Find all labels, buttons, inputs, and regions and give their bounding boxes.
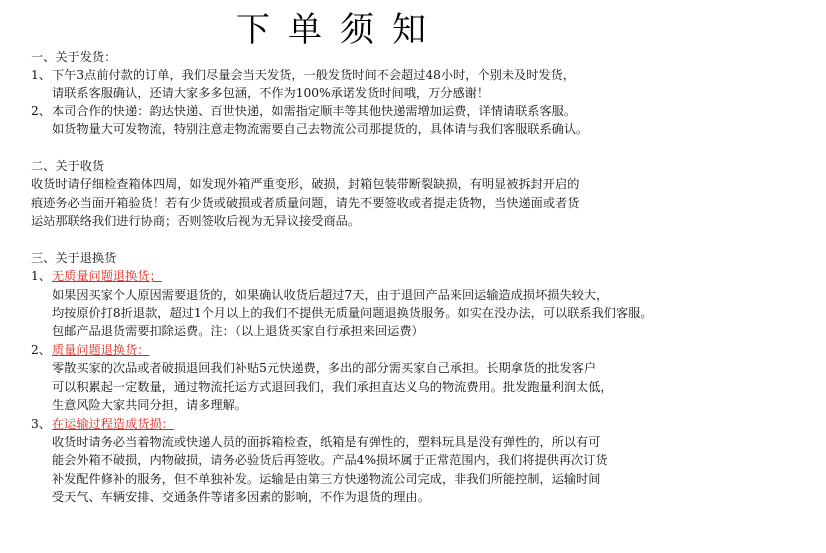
returns-item3-title: 在运输过程造成货损：	[52, 417, 174, 431]
section-heading-receiving: 二、关于收货	[31, 159, 105, 173]
shipping-item2-line1: 本司合作的快递：韵达快递、百世快递，如需指定顺丰等其他快递需增加运费，详情请联系客服。	[52, 104, 577, 118]
item-number: 3、	[31, 417, 51, 431]
returns-item1-line3: 包邮产品退货需要扣除运费。注：（以上退货买家自行承担来回运费）	[52, 324, 424, 338]
section-heading-returns: 三、关于退换货	[31, 251, 117, 265]
returns-item1-title: 无质量问题退换货；	[52, 269, 162, 283]
returns-item2-line1: 零散买家的次品或者破损退回我们补贴5元快递费，多出的部分需买家自己承担。长期拿货的批发客户	[52, 361, 597, 375]
receiving-line3: 运站那联络我们进行协商；否则签收后视为无异议接受商品。	[31, 214, 361, 228]
item-number: 2、	[31, 104, 51, 118]
shipping-item1-line1: 下午3点前付款的订单，我们尽量会当天发货，一般发货时间不会超过48小时，个别未及时发货，	[52, 68, 575, 82]
returns-item2-title: 质量问题退换货：	[52, 343, 150, 357]
item-number: 1、	[31, 68, 51, 82]
receiving-line1: 收货时请仔细检查箱体四周，如发现外箱严重变形，破损，封箱包装带断裂缺损，有明显被拆封开启的	[31, 177, 580, 191]
returns-item3-line1: 收货时请务必当着物流或快递人员的面拆箱检查，纸箱是有弹性的，塑料玩具是没有弹性的，所以有可	[52, 435, 601, 449]
shipping-item2-line2: 如货物量大可发物流，特别注意走物流需要自己去物流公司那提货的，具体请与我们客服联系确认。	[52, 122, 589, 136]
returns-item3-line3: 补发配件修补的服务，但不单独补发。运输是由第三方快递物流公司完成，非我们所能控制，运输时间	[52, 472, 601, 486]
shipping-item1-line2: 请联系客服确认，还请大家多多包涵，不作为100%承诺发货时间哦，万分感谢！	[52, 86, 490, 100]
page-title: 下单须知	[236, 10, 444, 50]
returns-item1-line2: 均按原价打8折退款，超过1个月以上的我们不提供无质量问题退换货服务。如实在没办法，可以联系我们客服。	[52, 306, 653, 320]
returns-item3-line4: 受天气、车辆安排、交通条件等诸多因素的影响，不作为退货的理由。	[52, 490, 430, 504]
item-number: 2、	[31, 343, 51, 357]
item-number: 1、	[31, 269, 51, 283]
returns-item1-line1: 如果因买家个人原因需要退货的，如果确认收货后超过7天，由于退回产品来回运输造成损坏损失较大，	[52, 288, 609, 302]
returns-item3-line2: 能会外箱不破损，内物破损，请务必验货后再签收。产品4%损坏属于正常范围内，我们将提供再次订货	[52, 453, 608, 467]
returns-item2-line3: 生意风险大家共同分担，请多理解。	[52, 398, 247, 412]
returns-item2-line2: 可以积累起一定数量，通过物流托运方式退回我们，我们承担直达义乌的物流费用。批发跑量利润太低，	[52, 380, 613, 394]
section-heading-shipping: 一、关于发货：	[31, 50, 117, 64]
receiving-line2: 痕迹务必当面开箱验货！若有少货或破损或者质量问题，请先不要签收或者提走货物，当快递面或者货	[31, 196, 580, 210]
